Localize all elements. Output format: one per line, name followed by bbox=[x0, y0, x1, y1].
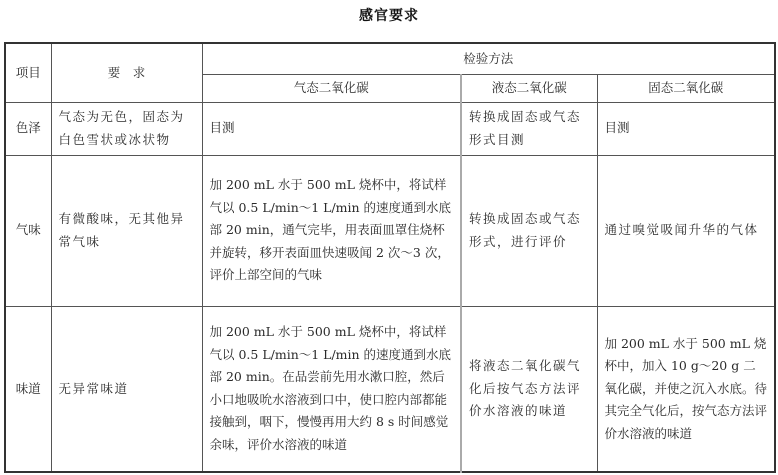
header-liquid-co2: 液态二氧化碳 bbox=[461, 74, 597, 102]
cell-gaseous-method: 加 200 mL 水于 500 mL 烧杯中，将试样气以 0.5 L/min～1 L/min 的速度通到水底部 20 min，通气完毕，用表面皿罩住烧杯并旋转，移开表面皿快速吸闻 2 次～3 次，评价上部空间的气味 bbox=[202, 155, 461, 306]
cell-solid-method: 加 200 mL 水于 500 mL 烧杯中，加入 10 g～20 g 二氧化碳，并使之沉入水底。待其完全气化后，按气态方法评价水溶液的味道 bbox=[597, 306, 775, 472]
header-gaseous-co2: 气态二氧化碳 bbox=[202, 74, 461, 102]
cell-item: 气味 bbox=[5, 155, 51, 306]
table-row-odor bbox=[5, 155, 775, 306]
header-test-method: 检验方法 bbox=[202, 43, 775, 74]
cell-solid-method: 通过嗅觉吸闻升华的气体 bbox=[597, 155, 775, 306]
cell-requirement: 气态为无色，固态为白色雪状或冰状物 bbox=[51, 102, 202, 155]
cell-item: 色泽 bbox=[5, 102, 51, 155]
cell-requirement: 有微酸味，无其他异常气味 bbox=[51, 155, 202, 306]
cell-liquid-method: 转换成固态或气态形式，进行评价 bbox=[461, 155, 597, 306]
cell-solid-method: 目测 bbox=[597, 102, 775, 155]
header-requirement: 要 求 bbox=[51, 43, 202, 102]
table-row-taste bbox=[5, 306, 775, 472]
header-row-1 bbox=[5, 43, 775, 74]
table-row-color bbox=[5, 102, 775, 155]
header-solid-co2: 固态二氧化碳 bbox=[597, 74, 775, 102]
cell-item: 味道 bbox=[5, 306, 51, 472]
cell-requirement: 无异常味道 bbox=[51, 306, 202, 472]
sensory-requirements-table bbox=[4, 42, 776, 473]
cell-gaseous-method: 加 200 mL 水于 500 mL 烧杯中，将试样气以 0.5 L/min～1 L/min 的速度通到水底部 20 min。在品尝前先用水漱口腔，然后小口地吸吮水溶液到口中，使口腔内部都能接触到，咽下，慢慢再用大约 8 s 时间感觉余味，评价水溶液的味道 bbox=[202, 306, 461, 472]
cell-liquid-method: 转换成固态或气态形式目测 bbox=[461, 102, 597, 155]
header-item: 项目 bbox=[5, 43, 51, 102]
cell-liquid-method: 将液态二氧化碳气化后按气态方法评价水溶液的味道 bbox=[461, 306, 597, 472]
cell-gaseous-method: 目测 bbox=[202, 102, 461, 155]
table-title: 感官要求 bbox=[359, 8, 419, 24]
